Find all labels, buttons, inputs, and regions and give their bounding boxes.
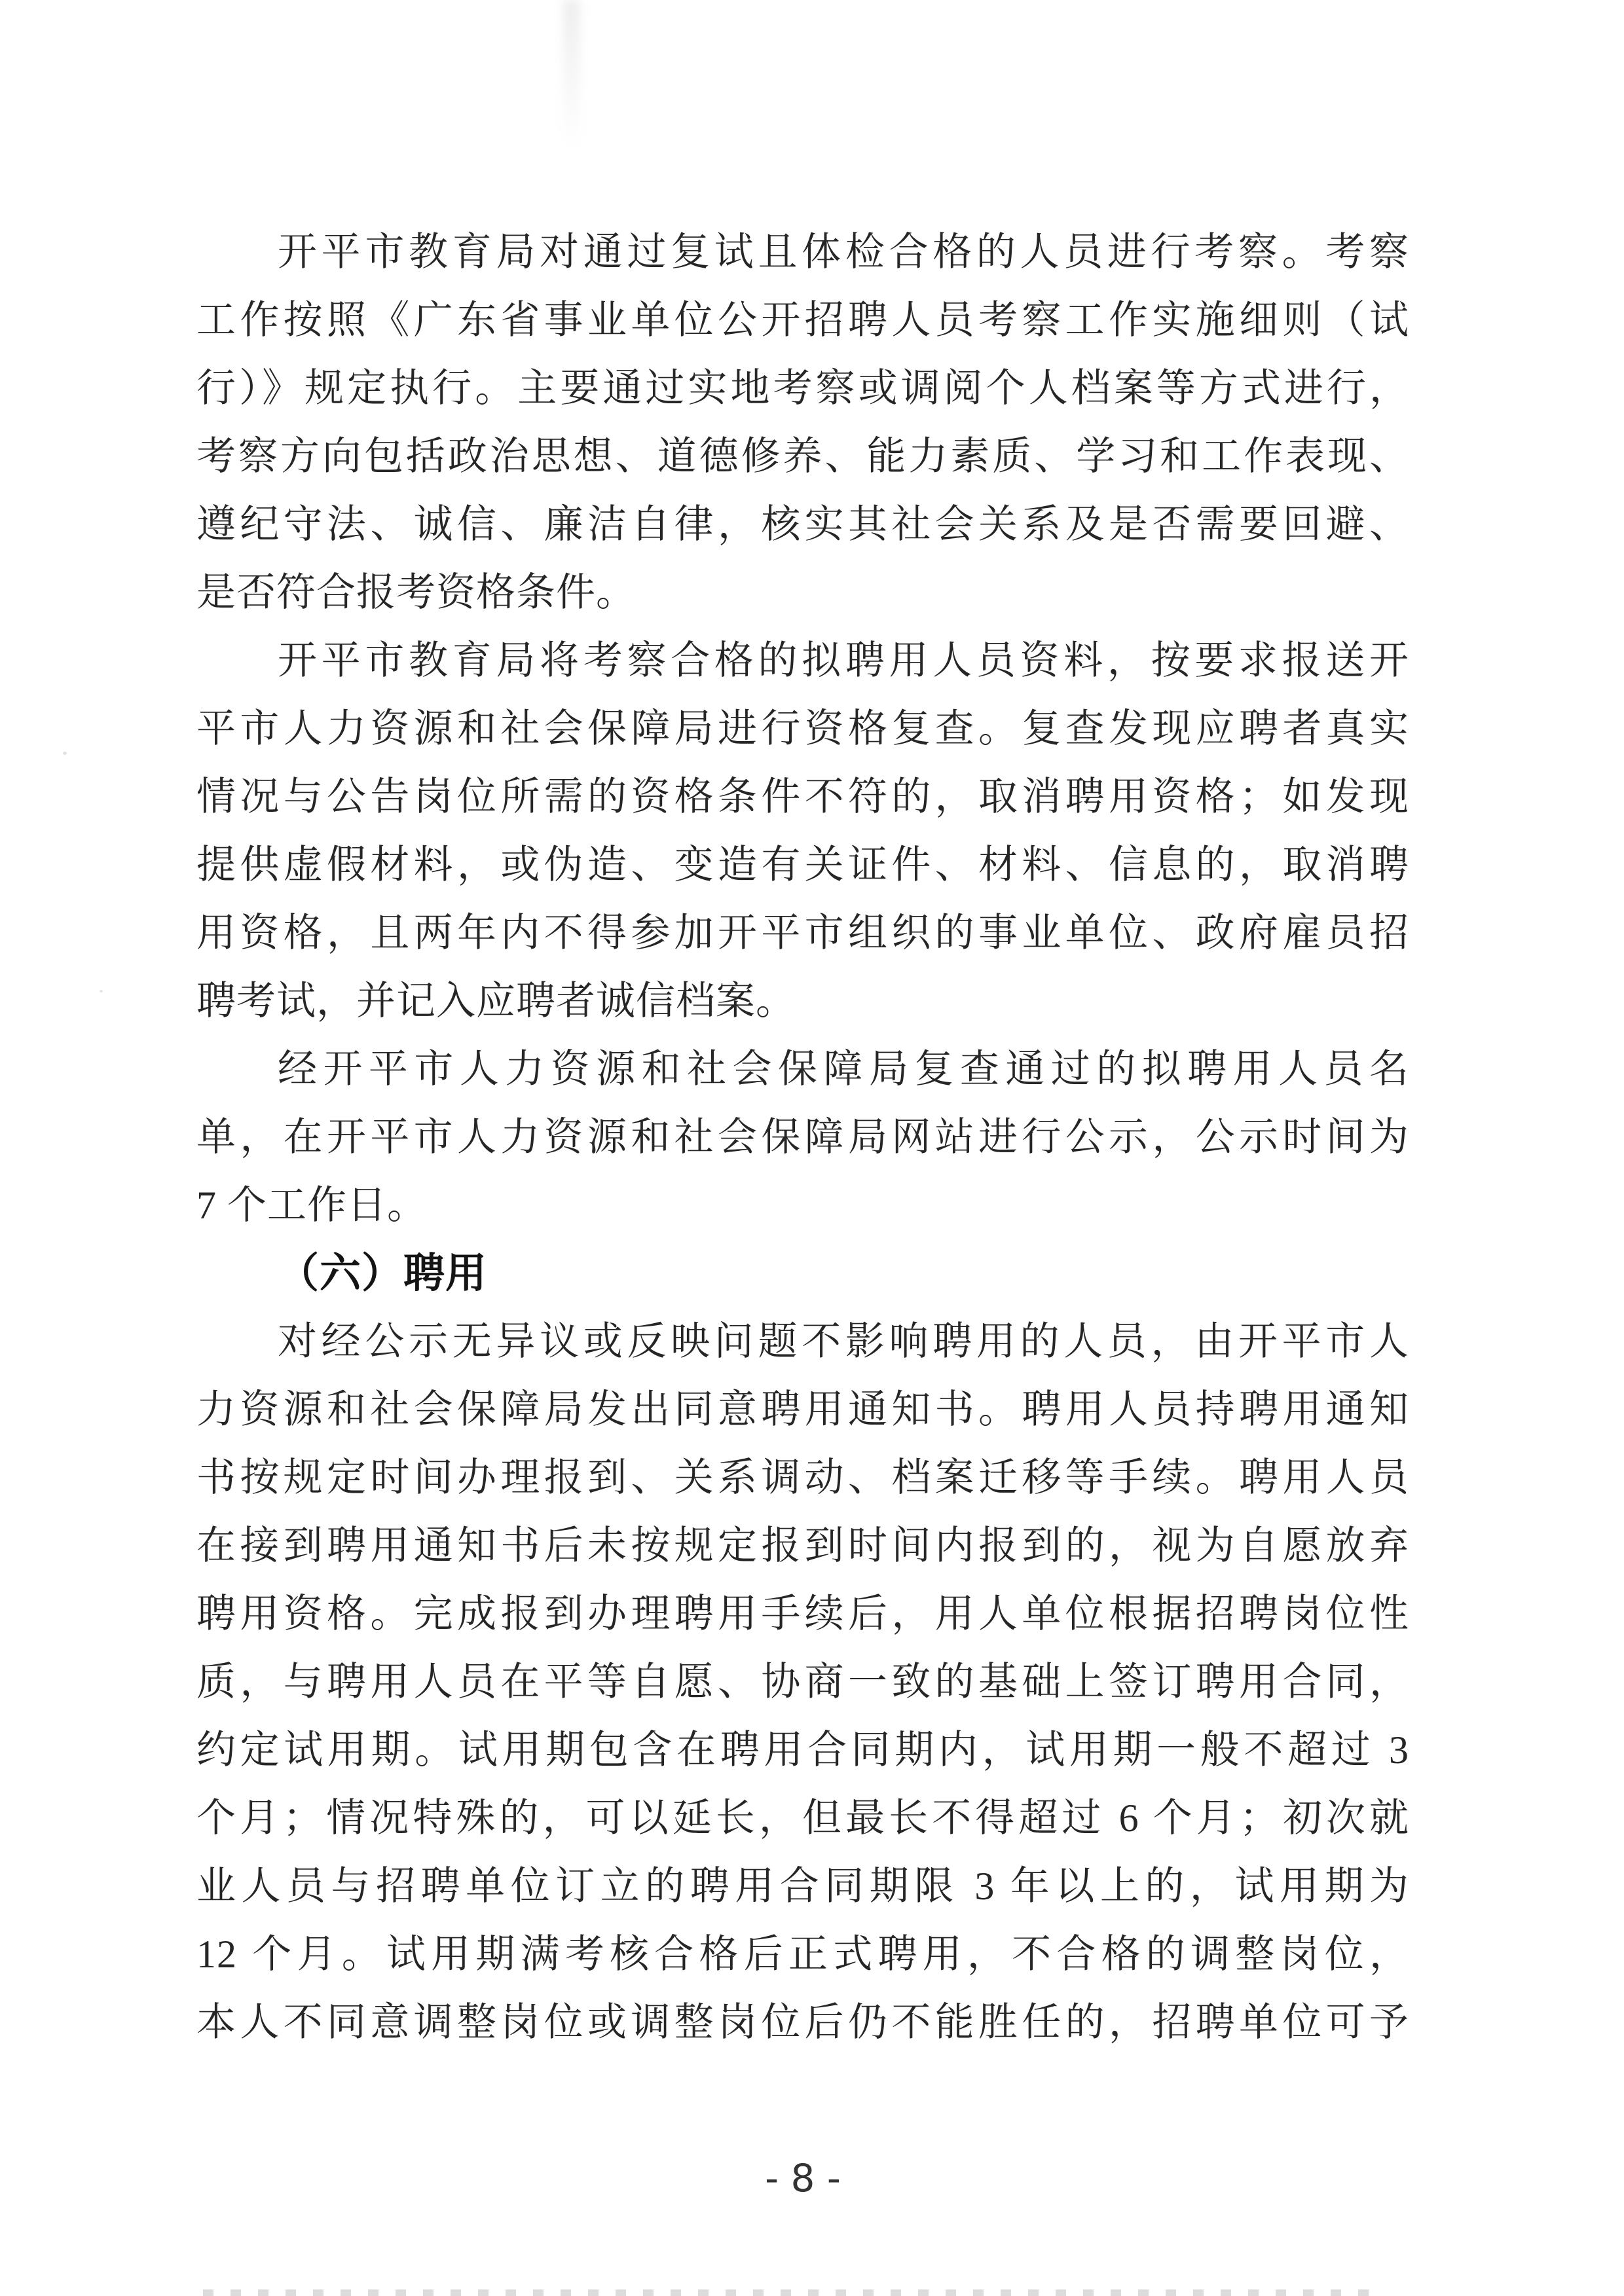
page-number: - 8 - [765, 2156, 841, 2200]
scan-cutoff-artifact [203, 2289, 1375, 2296]
text-line: 用资格，且两年内不得参加开平市组织的事业单位、政府雇员招 [196, 911, 1409, 955]
text-line: 12 个月。试用期满考核合格后正式聘用，不合格的调整岗位， [196, 1933, 1409, 1976]
text-line: 开平市教育局将考察合格的拟聘用人员资料，按要求报送开 [278, 639, 1409, 682]
section-heading: （六）聘用 [278, 1250, 487, 1296]
text-line: 聘考试，并记入应聘者诚信档案。 [196, 979, 796, 1023]
text-line: 平市人力资源和社会保障局进行资格复查。复查发现应聘者真实 [196, 707, 1409, 750]
text-line: 个月；情况特殊的，可以延长，但最长不得超过 6 个月；初次就 [196, 1796, 1409, 1840]
text-line: 聘用资格。完成报到办理聘用手续后，用人单位根据招聘岗位性 [196, 1592, 1409, 1635]
text-line: 对经公示无异议或反映问题不影响聘用的人员，由开平市人 [278, 1320, 1409, 1363]
document-text-block [196, 218, 1409, 2056]
text-line: 考察方向包括政治思想、道德修养、能力素质、学习和工作表现、 [196, 435, 1409, 478]
text-line: 单，在开平市人力资源和社会保障局网站进行公示，公示时间为 [196, 1116, 1409, 1159]
text-line: 质，与聘用人员在平等自愿、协商一致的基础上签订聘用合同， [196, 1660, 1409, 1704]
text-line: 7 个工作日。 [196, 1184, 427, 1227]
text-line: 开平市教育局对通过复试且体检合格的人员进行考察。考察 [278, 230, 1409, 274]
text-line: 工作按照《广东省事业单位公开招聘人员考察工作实施细则（试 [196, 299, 1409, 342]
scan-speck [100, 990, 103, 993]
text-line: 情况与公告岗位所需的资格条件不符的，取消聘用资格；如发现 [196, 775, 1409, 818]
text-line: 经开平市人力资源和社会保障局复查通过的拟聘用人员名 [278, 1048, 1409, 1091]
text-line: 本人不同意调整岗位或调整岗位后仍不能胜任的，招聘单位可予 [196, 2001, 1409, 2044]
scan-speck [63, 752, 67, 755]
text-line: 提供虚假材料，或伪造、变造有关证件、材料、信息的，取消聘 [196, 843, 1409, 886]
text-line: 行）》规定执行。主要通过实地考察或调阅个人档案等方式进行， [196, 367, 1409, 410]
scan-smudge [563, 0, 580, 151]
text-line: 书按规定时间办理报到、关系调动、档案迁移等手续。聘用人员 [196, 1456, 1409, 1499]
text-line: 遵纪守法、诚信、廉洁自律，核实其社会关系及是否需要回避、 [196, 503, 1409, 546]
text-line: 业人员与招聘单位订立的聘用合同期限 3 年以上的，试用期为 [196, 1865, 1409, 1908]
text-line: 在接到聘用通知书后未按规定报到时间内报到的，视为自愿放弃 [196, 1524, 1409, 1567]
text-line: 力资源和社会保障局发出同意聘用通知书。聘用人员持聘用通知 [196, 1388, 1409, 1431]
text-line: 约定试用期。试用期包含在聘用合同期内，试用期一般不超过 3 [196, 1728, 1409, 1772]
text-line: 是否符合报考资格条件。 [196, 571, 636, 614]
